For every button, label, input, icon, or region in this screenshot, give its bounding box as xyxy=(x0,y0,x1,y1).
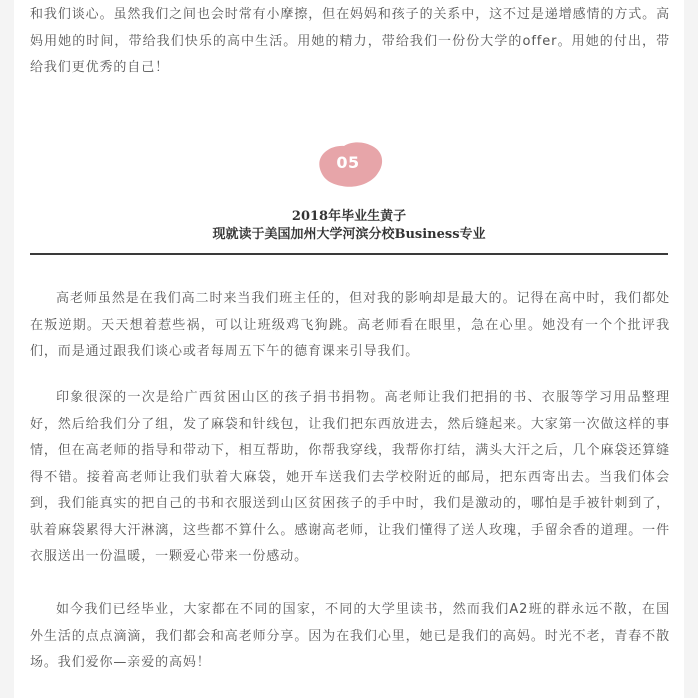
body-paragraph: 印象很深的一次是给广西贫困山区的孩子捐书捐物。高老师让我们把捐的书、衣服等学习用品整理好，然后给我们分了组，发了麻袋和针线包，让我们把东西放进去，然后缝起来。大家第一次做这样的事情，但在高老师的指导和带动下，相互帮助，你帮我穿线，我帮你打结，满头大汗之后，几个麻袋还算缝得不错。接着高老师让我们驮着大麻袋，她开车送我们去学校附近的邮局，把东西寄出去。当我们体会到，我们能真实的把自己的书和衣服送到山区贫困孩子的手中时，我们是激动的，哪怕是手被针刺到了，驮着麻袋累得大汗淋漓，这些都不算什么。感谢高老师，让我们懂得了送人玫瑰，手留余香的道理。一件衣服送出一份温暖，一颗爱心带来一份感动。 xyxy=(30,390,670,564)
body-paragraph: 如今我们已经毕业，大家都在不同的国家，不同的大学里读书，然而我们A2班的群永远不散，在国外生活的点点滴滴，我们都会和高老师分享。因为在我们心里，她已是我们的高妈。时光不老，青春不散场。我们爱你—亲爱的高妈！ xyxy=(30,602,670,670)
article-page xyxy=(14,0,684,698)
section-number: 05 xyxy=(336,153,360,172)
section-divider xyxy=(30,253,668,255)
section-title-line1: 2018年毕业生黄子 xyxy=(291,209,407,224)
section-title-line2: 现就读于美国加州大学河滨分校Business专业 xyxy=(212,227,486,242)
body-paragraph: 高老师虽然是在我们高二时来当我们班主任的，但对我的影响却是最大的。记得在高中时，我们都处在叛逆期。天天想着惹些祸，可以让班级鸡飞狗跳。高老师看在眼里，急在心里。她没有一个个批评我们，而是通过跟我们谈心或者每周五下午的德育课来引导我们。 xyxy=(30,291,670,359)
intro-paragraph: 和我们谈心。虽然我们之间也会时常有小摩擦，但在妈妈和孩子的关系中，这不过是递增感情的方式。高妈用她的时间，带给我们快乐的高中生活。用她的精力，带给我们一份份大学的offer。用她的付出，带给我们更优秀的自己！ xyxy=(30,7,670,75)
